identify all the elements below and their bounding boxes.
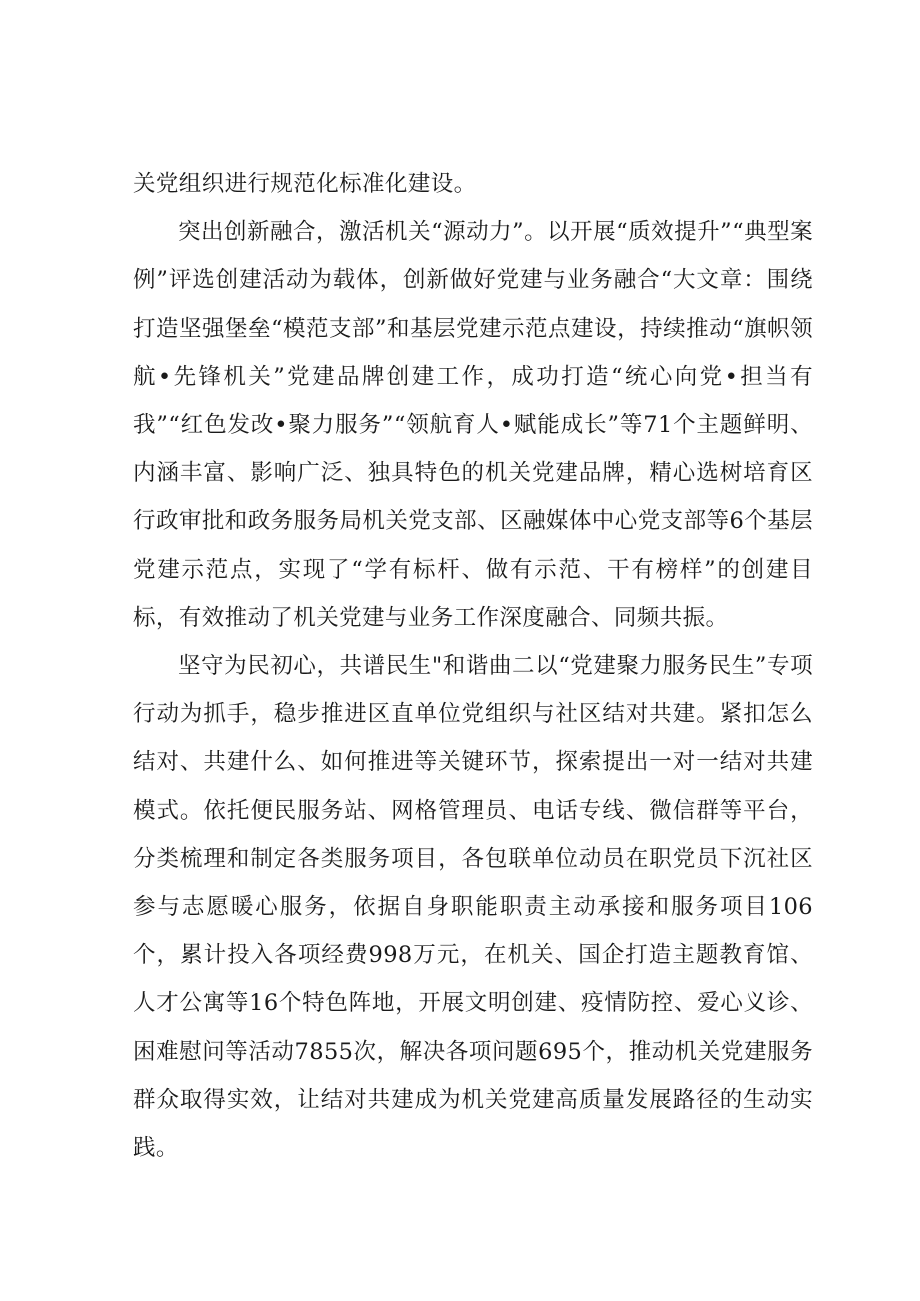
paragraph-innovation-integration: 突出创新融合，激活机关“源动力”。以开展“质效提升”“典型案例”评选创建活动为载体，创新做好党建与业务融合“大文章：围绕打造坚强堡垒“模范支部”和基层党建示范点建设，持续推动“旗帜领航•先锋机关”党建品牌创建工作，成功打造“统心向党•担当有我”“红色发改•聚力服务”“领航育人•赋能成长”等71个主题鲜明、内涵丰富、影响广泛、独具特色的机关党建品牌，精心选树培育区行政审批和政务服务局机关党支部、区融媒体中心党支部等6个基层党建示范点，实现了“学有标杆、做有示范、干有榜样”的创建目标，有效推动了机关党建与业务工作深度融合、同频共振。: [133, 219, 813, 631]
paragraph-serving-people: 坚守为民初心，共谱民生"和谐曲二以“党建聚力服务民生”专项行动为抓手，稳步推进区直单位党组织与社区结对共建。紧扣怎么结对、共建什么、如何推进等关键环节，探索提出一对一结对共建模式。依托便民服务站、网格管理员、电话专线、微信群等平台，分类梳理和制定各类服务项目，各包联单位动员在职党员下沉社区参与志愿暖心服务，依据自身职能职责主动承接和服务项目106个，累计投入各项经费998万元，在机关、国企打造主题教育馆、人才公寓等16个特色阵地，开展文明创建、疫情防控、爱心义诊、困难慰问等活动7855次，解决各项问题695个，推动机关党建服务群众取得实效，让结对共建成为机关党建高质量发展路径的生动实践。: [133, 653, 813, 1162]
document-body: [133, 160, 813, 1172]
paragraph-continuation: 关党组织进行规范化标准化建设。: [133, 171, 477, 197]
